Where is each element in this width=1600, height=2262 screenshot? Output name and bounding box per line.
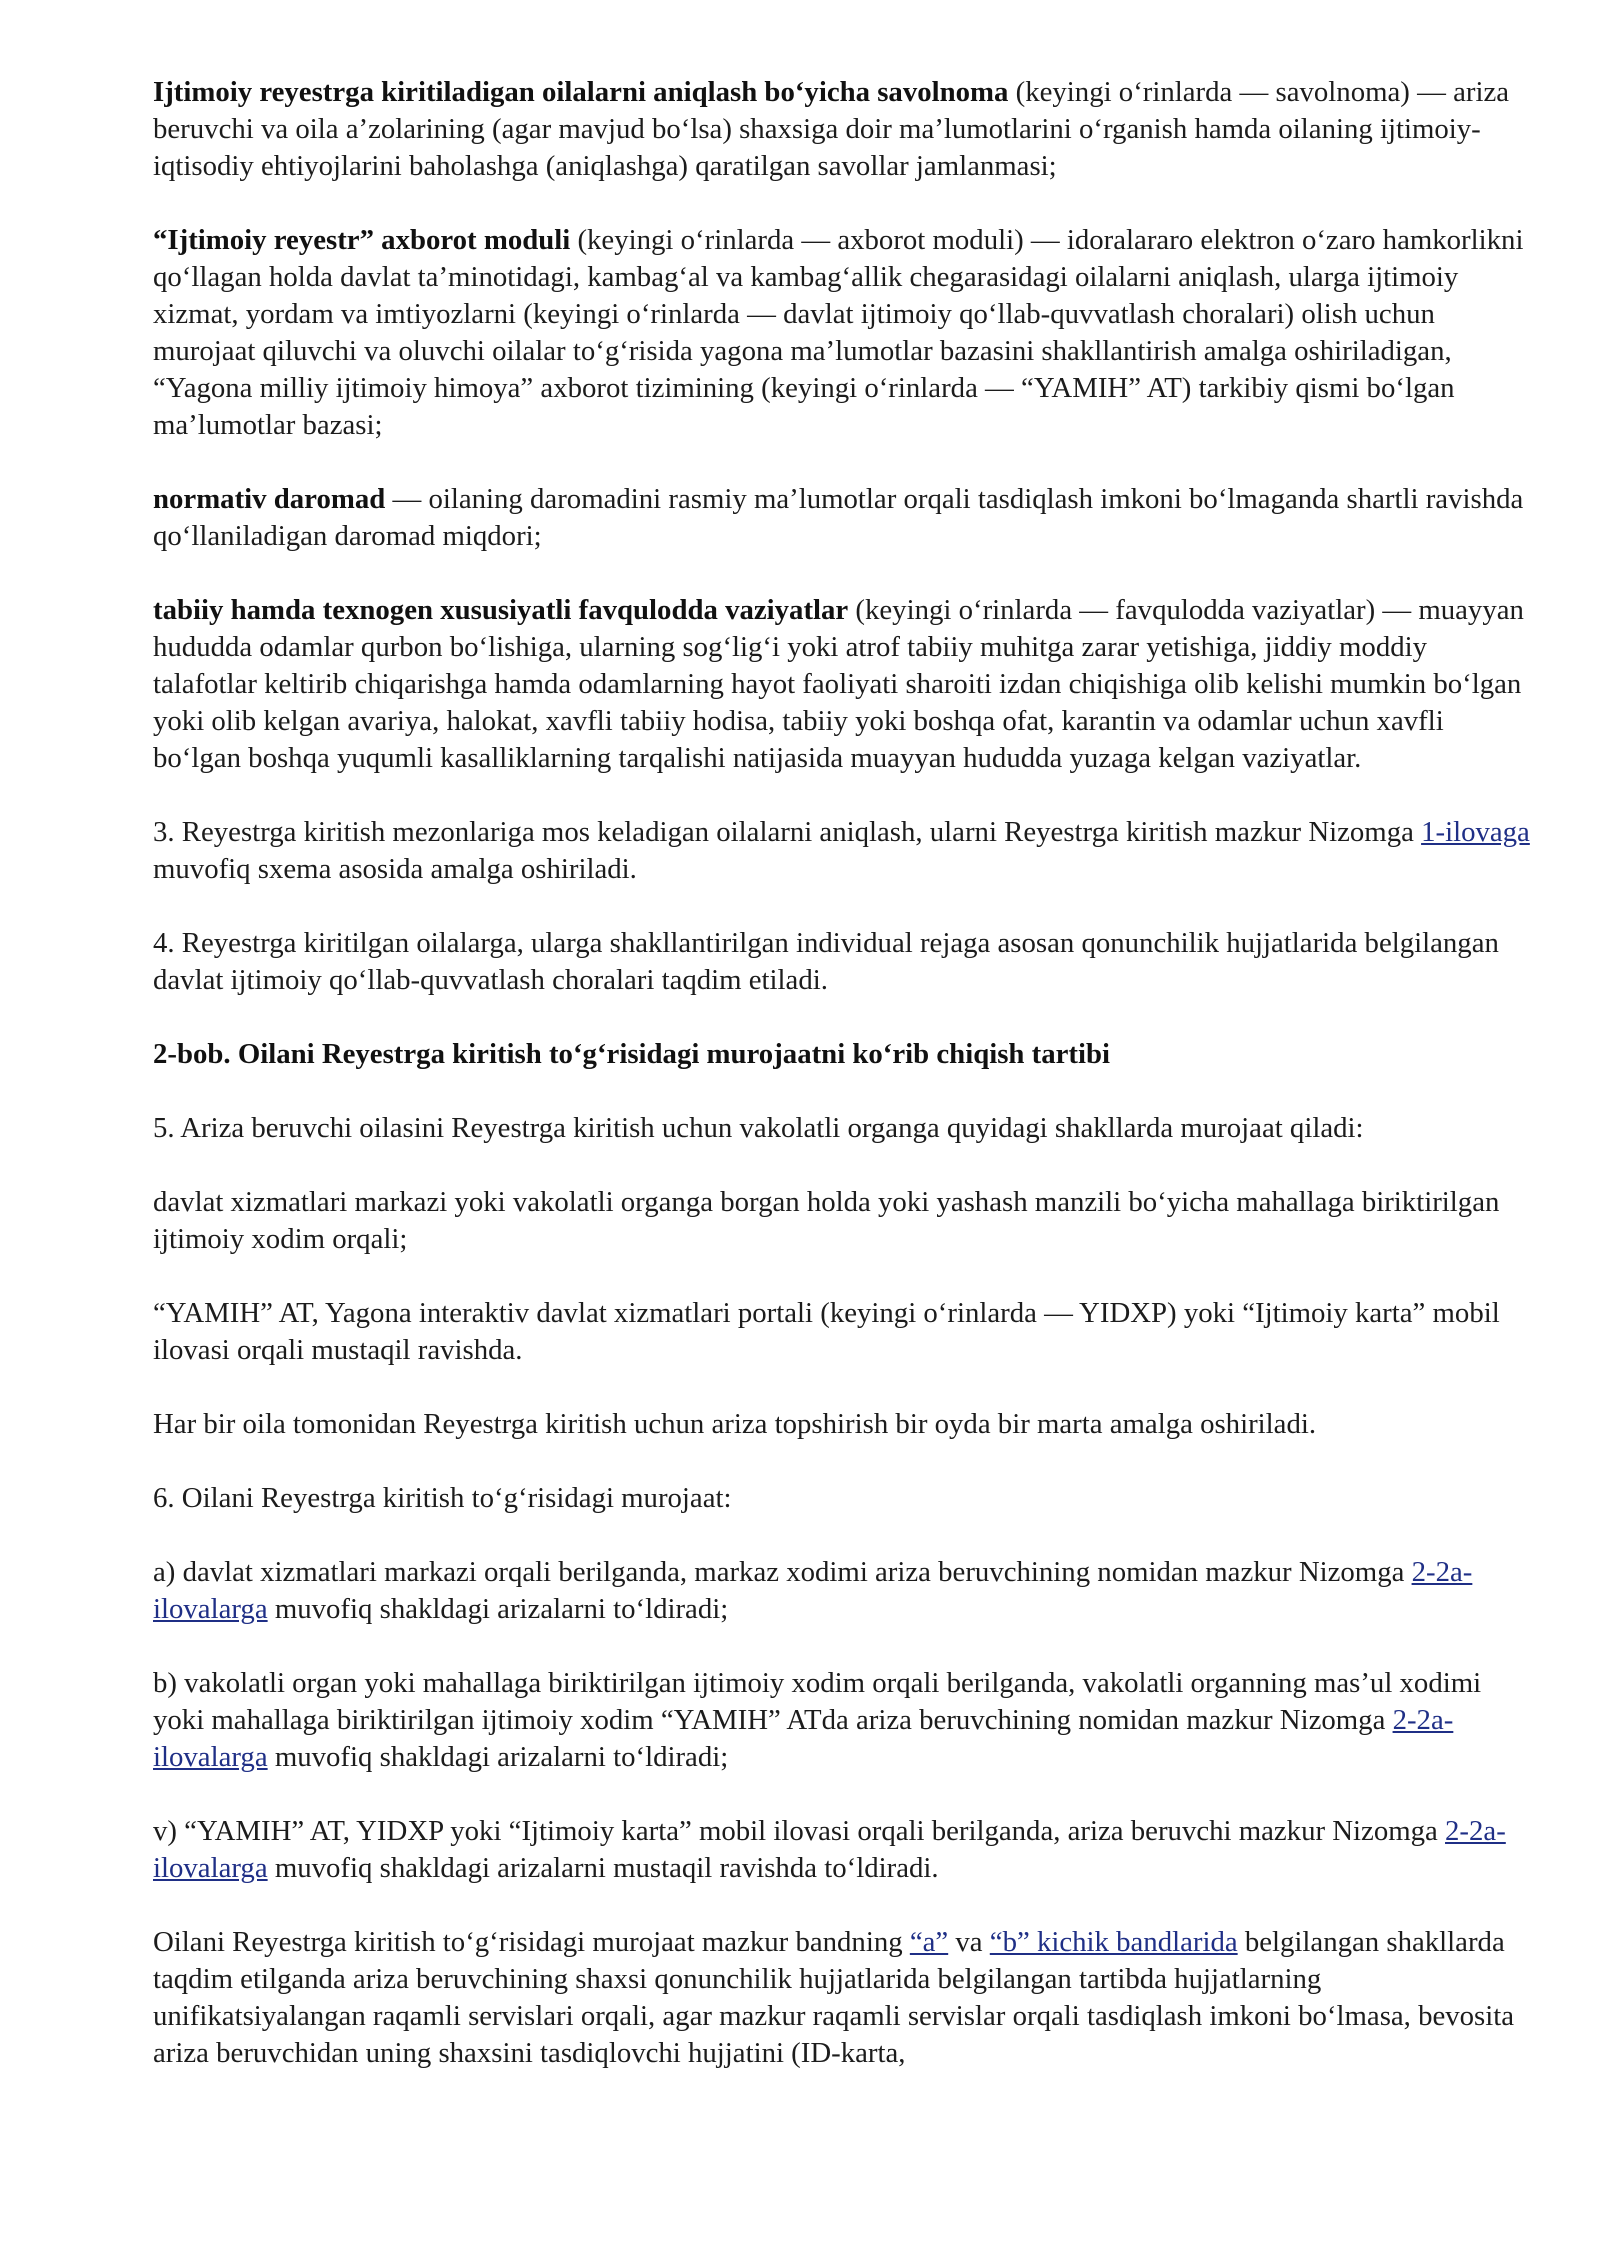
link-2-2a-ilova[interactable]: 2-2a-ilovalarga: [153, 1704, 1454, 1773]
term-savolnoma: Ijtimoiy reyestrga kiritiladigan oilalarni aniqlash bo‘yicha savolnoma: [153, 76, 1009, 108]
definition-text: — oilaning daromadini rasmiy ma’lumotlar orqali tasdiqlash imkoni bo‘lmaganda shartli ravishda qo‘llaniladigan daromad miqdori;: [153, 483, 1524, 552]
link-a-bandi[interactable]: “a”: [909, 1926, 949, 1958]
clause-5-item-1: davlat xizmatlari markazi yoki vakolatli organga borgan holda yoki yashash manzili bo‘yicha mahallaga biriktirilgan ijtimoiy xodim orqali;: [153, 1186, 1500, 1255]
clause-text: 3. Reyestrga kiritish mezonlariga mos keladigan oilalarni aniqlash, ularni Reyestrga kiritish mazkur Nizomga: [153, 816, 1422, 848]
definition-text: (keyingi o‘rinlarda — axborot moduli) — idoralararo elektron o‘zaro hamkorlikni qo‘llagan holda davlat ta’minotidagi, kambag‘al va kambag‘allik chegarasidagi oilalarni aniqlash, ularga ijtimoiy xizmat, yordam va imtiyozlarni (keyingi o‘rinlarda — davlat ijtimoiy qo‘llab-quvvatlash choralari) olish uchun murojaat qiluvchi va oluvchi oilalar to‘g‘risida yagona ma’lumotlar bazasini shakllantirish amalga oshiriladigan, “Yagona milliy ijtimoiy himoya” axborot tizimining (keyingi o‘rinlarda — “YAMIH” AT) tarkibiy qismi bo‘lgan ma’lumotlar bazasi;: [153, 224, 1524, 441]
clause-text: belgilangan shakllarda taqdim etilganda ariza beruvchining shaxsi qonunchilik hujjatlarida belgilangan tartibda hujjatlarning unifikatsiyalangan raqamli servislari orqali, agar mazkur raqamli servislar orqali tasdiqlash imkoni bo‘lmasa, bevosita ariza beruvchidan uning shaxsini tasdiqlovchi hujjatini (ID-karta,: [153, 1926, 1515, 2069]
definition-savolnoma: [153, 74, 1533, 185]
clause-5-item-2: “YAMIH” AT, Yagona interaktiv davlat xizmatlari portali (keyingi o‘rinlarda — YIDXP) yoki “Ijtimoiy karta” mobil ilovasi orqali mustaqil ravishda.: [153, 1297, 1500, 1366]
definition-favqulodda-vaziyatlar: [153, 592, 1533, 777]
clause-6-a: [153, 1554, 1533, 1628]
clause-4: 4. Reyestrga kiritilgan oilalarga, ularga shakllantirilgan individual rejaga asosan qonunchilik hujjatlarida belgilangan davlat ijtimoiy qo‘llab-quvvatlash choralari taqdim etiladi.: [153, 927, 1499, 996]
link-b-kichik-bandlari[interactable]: “b” kichik bandlarida: [989, 1926, 1238, 1958]
link-2-2a-ilova[interactable]: 2-2a-ilovalarga: [153, 1815, 1506, 1884]
clause-text: muvofiq shakldagi arizalarni mustaqil ravishda to‘ldiradi.: [267, 1852, 939, 1884]
term-favqulodda-vaziyatlar: tabiiy hamda texnogen xususiyatli favqulodda vaziyatlar: [153, 594, 849, 626]
definition-axborot-moduli: [153, 222, 1533, 444]
clause-text: Oilani Reyestrga kiritish to‘g‘risidagi murojaat mazkur bandning: [153, 1926, 910, 1958]
clause-6-b: [153, 1665, 1533, 1776]
link-1-ilova[interactable]: 1-ilovaga: [1421, 816, 1530, 848]
clause-3: [153, 814, 1533, 888]
clause-text: b) vakolatli organ yoki mahallaga biriktirilgan ijtimoiy xodim orqali berilganda, vakolatli organning mas’ul xodimi yoki mahallaga biriktirilgan ijtimoiy xodim “YAMIH” ATda ariza beruvchining nomidan mazkur Nizomga: [153, 1667, 1482, 1736]
clause-6-note: [153, 1924, 1533, 2072]
clause-text: a) davlat xizmatlari markazi orqali berilganda, markaz xodimi ariza beruvchining nomidan mazkur Nizomga: [153, 1556, 1412, 1588]
definition-normativ-daromad: [153, 481, 1533, 555]
definition-text: (keyingi o‘rinlarda — savolnoma) — ariza beruvchi va oila a’zolarining (agar mavjud bo‘lsa) shaxsiga doir ma’lumotlarini o‘rganish hamda oilaning ijtimoiy-iqtisodiy ehtiyojlarini baholashga (aniqlashga) qaratilgan savollar jamlanmasi;: [153, 76, 1510, 182]
clause-5: 5. Ariza beruvchi oilasini Reyestrga kiritish uchun vakolatli organga quyidagi shakllarda murojaat qiladi:: [153, 1112, 1364, 1144]
clause-6: 6. Oilani Reyestrga kiritish to‘g‘risidagi murojaat:: [153, 1482, 732, 1514]
clause-text: v) “YAMIH” AT, YIDXP yoki “Ijtimoiy karta” mobil ilovasi orqali berilganda, ariza beruvchi mazkur Nizomga: [153, 1815, 1446, 1847]
definition-text: (keyingi o‘rinlarda — favqulodda vaziyatlar) — muayyan hududda odamlar qurbon bo‘lishiga, ularning sog‘lig‘i yoki atrof tabiiy muhitga zarar yetishiga, jiddiy moddiy talafotlar keltirib chiqarishga hamda odamlarning hayot faoliyati sharoiti izdan chiqishiga olib kelishi mumkin bo‘lgan yoki olib kelgan avariya, halokat, xavfli tabiiy hodisa, tabiiy yoki boshqa ofat, karantin va odamlar uchun xavfli bo‘lgan boshqa yuqumli kasalliklarning tarqalishi natijasida muayyan hududda yuzaga kelgan vaziyatlar.: [153, 594, 1524, 774]
clause-5-note: Har bir oila tomonidan Reyestrga kiritish uchun ariza topshirish bir oyda bir marta amalga oshiriladi.: [153, 1408, 1317, 1440]
chapter-heading: 2-bob. Oilani Reyestrga kiritish to‘g‘risidagi murojaatni ko‘rib chiqish tartibi: [153, 1038, 1111, 1070]
clause-6-v: [153, 1813, 1533, 1887]
link-2-2a-ilova[interactable]: 2-2a-ilovalarga: [153, 1556, 1473, 1625]
clause-text: va: [948, 1926, 990, 1958]
term-normativ-daromad: normativ daromad: [153, 483, 386, 515]
term-axborot-moduli: “Ijtimoiy reyestr” axborot moduli: [153, 224, 571, 256]
document-page: [153, 74, 1533, 2109]
clause-text: muvofiq sxema asosida amalga oshiriladi.: [153, 853, 637, 885]
clause-text: muvofiq shakldagi arizalarni to‘ldiradi;: [267, 1593, 729, 1625]
clause-text: muvofiq shakldagi arizalarni to‘ldiradi;: [267, 1741, 729, 1773]
